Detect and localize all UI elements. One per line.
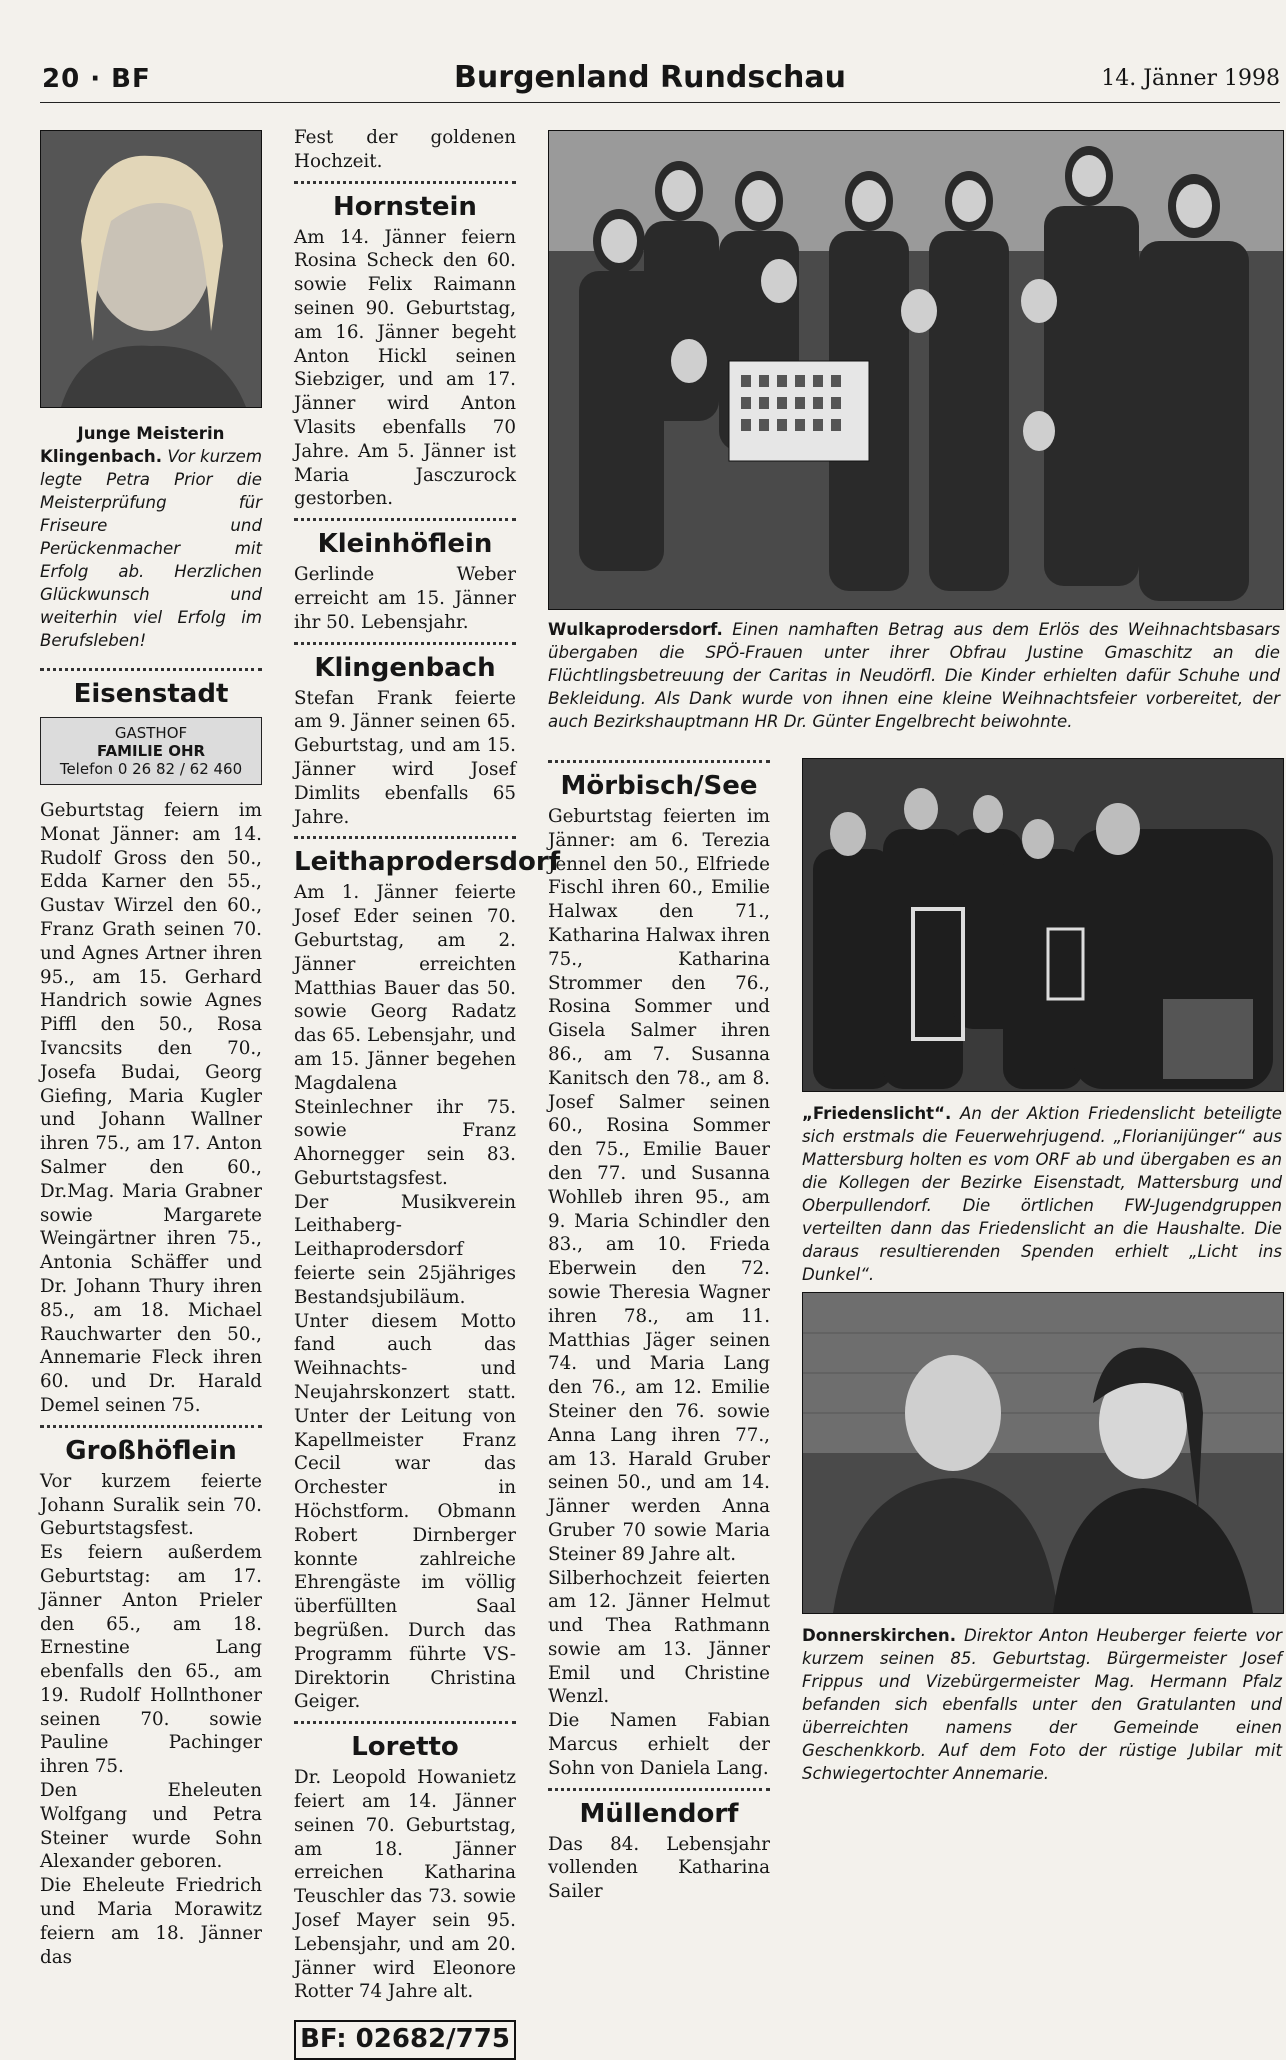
bf-phone-box: BF: 02682/775 — [294, 2020, 516, 2060]
jubilar-photo-illustration — [803, 1293, 1283, 1613]
header-rule — [40, 102, 1280, 103]
heading-klingenbach: Klingenbach — [314, 652, 496, 683]
heading-grosshoeflein: Großhöflein — [65, 1435, 237, 1466]
caption-place: Wulkaprodersdorf. — [548, 620, 723, 639]
photo-donnerskirchen — [802, 1292, 1284, 1614]
ad-line-2: FAMILIE OHR — [96, 742, 206, 760]
heading-moerbisch: Mörbisch/See — [560, 771, 758, 801]
moerbisch-p3: Die Namen Fabian Marcus erhielt der Sohn von Daniela Lang. — [548, 1710, 770, 1779]
caption-wulkaprodersdorf — [548, 618, 1280, 733]
portrait-caption-place: Klingenbach. — [40, 447, 163, 466]
portrait-illustration — [41, 131, 261, 407]
page-number: 20 · BF — [42, 64, 151, 94]
caption-text: Direktor Anton Heuberger feierte vor kurzem seinen 85. Geburtstag. Bürgermeister Josef Frippus und Vizebürgermeister Mag. Hermann Pfalz befanden sich ebenfalls unter den Gratulanten und überreichten namens der Gemeinde einen Geschenkkorb. Auf dem Foto der rüstige Jubilar mit Schwiegertochter Annemarie. — [802, 1626, 1283, 1783]
issue-date: 14. Jänner 1998 — [1101, 66, 1280, 91]
separator — [294, 181, 516, 184]
leitha-p2: Der Musikverein Leithaberg-Leithaprodersdorf feierte sein 25jähriges Bestandsjubiläum. Unter diesem Motto fand auch das Weihnachts- und Neujahrskonzert statt. Unter der Leitung von Kapellmeister Franz Cecil war das Orchester in Höchstform. Obmann Robert Dirnberger konnte zahlreiche Ehrengäste im völlig überfüllten Saal begrüßen. Durch das Programm führte VS-Direktorin Christina Geiger. — [294, 1191, 516, 1713]
moerbisch-p2: Silberhochzeit feierten am 12. Jänner Helmut und Thea Rathmann sowie am 13. Jänner Emil und Christine Wenzl. — [548, 1567, 770, 1708]
separator — [294, 642, 516, 645]
separator — [40, 668, 262, 671]
portrait-photo — [40, 130, 262, 408]
grosshoeflein-p1: Vor kurzem feierte Johann Suralik sein 70. Geburtstagsfest. — [40, 1470, 262, 1540]
caption-place: Donnerskirchen. — [802, 1626, 957, 1645]
column-2 — [294, 126, 561, 2060]
caption-place: „Friedenslicht“. — [802, 1104, 952, 1123]
grosshoeflein-p3: Den Eheleuten Wolfgang und Petra Steiner wurde Sohn Alexander geboren. — [40, 1780, 262, 1873]
separator — [294, 836, 516, 839]
muellendorf-text: Das 84. Lebensjahr vollenden Katharina Sailer — [548, 1833, 770, 1903]
heading-eisenstadt: Eisenstadt — [73, 679, 229, 709]
column-1 — [40, 130, 262, 1969]
continued-text: Fest der goldenen Hochzeit. — [294, 127, 516, 172]
column-3 — [548, 760, 770, 1904]
moerbisch-p1: Geburtstag feierten im Jänner: am 6. Terezia Jennel den 50., Elfriede Fischl ihren 60., Emilie Halwax den 71., Katharina Halwax ihren 75., Katharina Strommer den 76., Rosina Sommer und Gisela Salmer ihren 86., am 7. Susanna Kanitsch den 78., am 8. Josef Salmer seinen 60., Rosina Sommer den 75., Emilie Bauer den 77. und Susanna Wohlleb ihren 95., am 9. Maria Schindler den 83., am 10. Frieda Eberwein den 72. sowie Theresia Wagner ihren 78., am 11. Matthias Jäger seinen 74. und Maria Lang den 76., am 12. Emilie Steiner den 76. sowie Anna Lang ihren 77., am 13. Harald Gruber seinen 50., und am 14. Jänner werden Anna Gruber 70 sowie Maria Steiner 89 Jahre alt. — [548, 806, 770, 1565]
separator — [40, 1425, 262, 1428]
separator — [548, 1788, 770, 1791]
photo-friedenslicht — [802, 758, 1284, 1092]
group-photo-illustration — [549, 131, 1283, 609]
kleinhoeflein-text: Gerlinde Weber erreicht am 15. Jänner ihr 50. Lebensjahr. — [294, 564, 516, 633]
grosshoeflein-p4: Die Eheleute Friedrich und Maria Morawitz feiern am 18. Jänner das — [40, 1875, 262, 1968]
grosshoeflein-p2: Es feiern außerdem Geburtstag: am 17. Jänner Anton Prieler den 65., am 18. Ernestine Lang ebenfalls den 65., am 19. Rudolf Hollnthoner seinen 70. sowie Pauline Pachinger ihren 75. — [40, 1542, 262, 1778]
caption-donnerskirchen — [802, 1624, 1282, 1785]
portrait-caption-text: Vor kurzem legte Petra Prior die Meisterprüfung für Friseure und Perückenmacher mit Erfolg ab. Herzlichen Glückwunsch und weiterhin viel Erfolg im Berufsleben! — [40, 447, 262, 650]
eisenstadt-text: Geburtstag feiern im Monat Jänner: am 14. Rudolf Gross den 50., Edda Karner den 55., Gustav Wirzel den 60., Franz Grath seinen 70. und Agnes Artner ihren 95., am 15. Gerhard Handrich sowie Agnes Piffl den 50., Rosa Ivancsits den 70., Josefa Budai, Georg Giefing, Maria Kugler und Johann Wallner ihren 75., am 17. Anton Salmer den 60., Dr.Mag. Maria Grabner sowie Margarete Weingärtner ihren 75., Antonia Schäffer und Dr. Johann Thury ihren 85., am 18. Michael Rauchwarter den 50., Annemarie Fleck ihren 60. und Dr. Harald Demel seinen 75. — [40, 800, 262, 1416]
leitha-p1: Am 1. Jänner feierte Josef Eder seinen 70. Geburtstag, am 2. Jänner erreichten Matthias Bauer das 50. sowie Georg Radatz das 65. Lebensjahr, und am 15. Jänner begehen Magdalena Steinlechner ihr 75. sowie Franz Ahornegger sein 83. Geburtstagsfest. — [294, 882, 516, 1189]
ad-line-3: Telefon 0 26 82 / 62 460 — [59, 760, 243, 778]
caption-text: Einen namhaften Betrag aus dem Erlös des Weihnachtsbasars übergaben die SPÖ-Frauen unter ihrer Obfrau Justine Gmaschitz an die Flüchtlingsbetreuung der Caritas in Neudörfl. Die Kinder erhielten dafür Schuhe und Bekleidung. Als Dank wurde von ihnen eine kleine Weihnachtsfeier vorbereitet, der auch Bezirkshauptmann HR Dr. Günter Engelbrecht beiwohnte. — [548, 620, 1280, 731]
heading-loretto: Loretto — [351, 1732, 459, 1763]
newspaper-title: Burgenland Rundschau — [454, 60, 846, 95]
caption-friedenslicht — [802, 1102, 1282, 1286]
photo-wulkaprodersdorf — [548, 130, 1284, 610]
portrait-caption-title: Junge Meisterin — [77, 424, 225, 443]
separator — [294, 518, 516, 521]
ad-line-1: GASTHOF — [114, 724, 188, 742]
separator — [294, 1721, 516, 1724]
caption-text: An der Aktion Friedenslicht beteiligte sich erstmals die Feuerwehrjugend. „Florianijünger“ aus Mattersburg holten es vom ORF ab und übergaben es an die Kollegen der Bezirke Eisenstadt, Mattersburg und Oberpullendorf. Die örtlichen FW-Jugendgruppen verteilten dann das Friedenslicht an die Haushalte. Die daraus resultierenden Spenden erhielt „Licht ins Dunkel“. — [802, 1104, 1282, 1284]
heading-muellendorf: Müllendorf — [579, 1798, 739, 1829]
hornstein-text: Am 14. Jänner feiern Rosina Scheck den 60. sowie Felix Raimann seinen 90. Geburtstag, am 16. Jänner begeht Anton Hickl seinen Siebziger, und am 17. Jänner wird Anton Vlasits ebenfalls 70 Jahre. Am 5. Jänner ist Maria Jasczurock gestorben. — [294, 226, 516, 510]
separator — [548, 760, 770, 763]
loretto-text: Dr. Leopold Howanietz feiert am 14. Jänner seinen 70. Geburtstag, am 18. Jänner erreichen Katharina Teuschler das 73. sowie Josef Mayer sein 95. Lebensjahr, und am 20. Jänner wird Eleonore Rotter 74 Jahre alt. — [294, 1767, 516, 2003]
ad-gasthof — [40, 717, 262, 785]
firefighter-photo-illustration — [803, 759, 1283, 1091]
heading-hornstein: Hornstein — [333, 191, 477, 222]
heading-kleinhoeflein: Kleinhöflein — [317, 529, 493, 560]
klingenbach-text: Stefan Frank feierte am 9. Jänner seinen 65. Geburtstag, und am 15. Jänner wird Josef Dimlits ebenfalls 65 Jahre. — [294, 687, 516, 828]
heading-leithaprodersdorf: Leithaprodersdorf — [294, 847, 561, 878]
